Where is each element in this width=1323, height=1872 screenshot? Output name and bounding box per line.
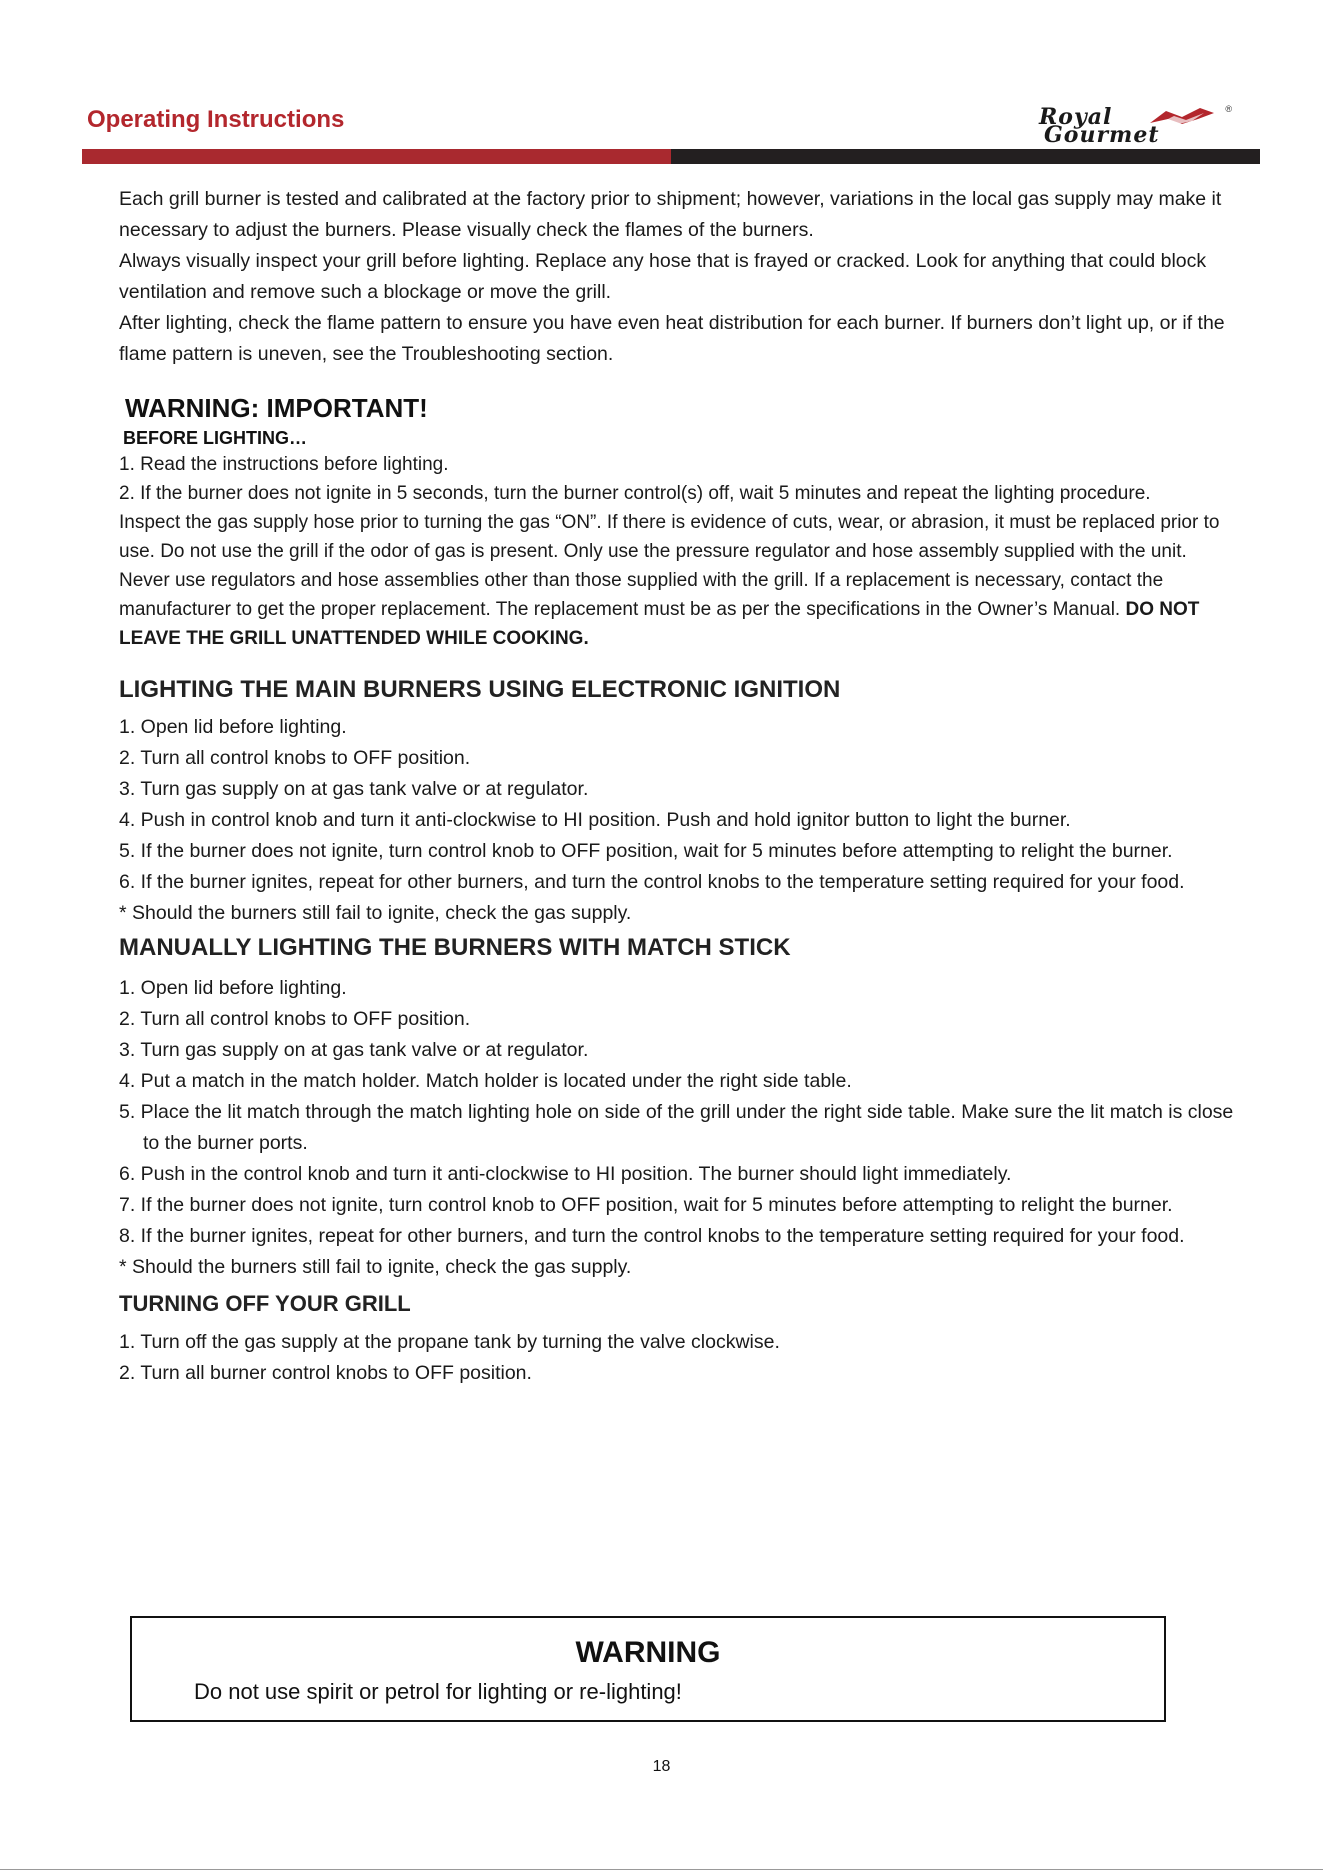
header-rule-red bbox=[82, 149, 671, 164]
warning-box-title: WARNING bbox=[575, 1636, 721, 1669]
page-content bbox=[119, 184, 1239, 1389]
turning-off-section bbox=[119, 1287, 1239, 1389]
regulator-paragraph bbox=[119, 566, 1239, 653]
manual-lighting-note: * Should the burners still fail to ignite, check the gas supply. bbox=[119, 1256, 632, 1278]
list-item: 3. Turn gas supply on at gas tank valve or at regulator. bbox=[119, 1039, 589, 1061]
warning-important-title: WARNING: IMPORTANT! bbox=[125, 393, 428, 423]
list-item: 2. Turn all burner control knobs to OFF position. bbox=[119, 1362, 532, 1384]
manual-lighting-heading: MANUALLY LIGHTING THE BURNERS WITH MATCH STICK bbox=[119, 934, 791, 961]
before-lighting-steps bbox=[119, 450, 1239, 508]
list-item: 2. Turn all control knobs to OFF position. bbox=[119, 747, 471, 769]
header-rule-dark bbox=[671, 149, 1260, 164]
page-bottom-edge bbox=[0, 1869, 1323, 1870]
list-item: 5. Place the lit match through the match lighting hole on side of the grill under the right side table. Make sure the lit match is close to the burner ports. bbox=[119, 1101, 1234, 1154]
list-item: 6. If the burner ignites, repeat for other burners, and turn the control knobs to the temperature setting required for your food. bbox=[119, 871, 1185, 893]
before-lighting-subtitle: BEFORE LIGHTING… bbox=[123, 428, 307, 448]
logo-word-gourmet: Gourmet bbox=[1044, 122, 1160, 148]
list-item: 1. Open lid before lighting. bbox=[119, 977, 347, 999]
intro-paragraph: After lighting, check the flame pattern to ensure you have even heat distribution for each burner. If burners don’t light up, or if the flame pattern is uneven, see the Troubleshooting section. bbox=[119, 312, 1225, 365]
page-number: 18 bbox=[652, 1758, 671, 1775]
list-item: 1. Turn off the gas supply at the propane tank by turning the valve clockwise. bbox=[119, 1331, 780, 1353]
logo-word-royal: Royal bbox=[1039, 104, 1113, 130]
brand-logo bbox=[1036, 104, 1236, 148]
warning-box-text: Do not use spirit or petrol for lighting or re-lighting! bbox=[194, 1679, 682, 1704]
list-item: 8. If the burner ignites, repeat for other burners, and turn the control knobs to the temperature setting required for your food. bbox=[119, 1225, 1185, 1247]
list-item: 5. If the burner does not ignite, turn control knob to OFF position, wait for 5 minutes before attempting to relight the burner. bbox=[119, 840, 1173, 862]
electronic-ignition-heading: LIGHTING THE MAIN BURNERS USING ELECTRONIC IGNITION bbox=[119, 676, 841, 703]
list-item: 2. If the burner does not ignite in 5 seconds, turn the burner control(s) off, wait 5 minutes and repeat the lighting procedure. bbox=[119, 483, 1151, 504]
turning-off-heading: TURNING OFF YOUR GRILL bbox=[119, 1291, 411, 1316]
regulator-text: Never use regulators and hose assemblies other than those supplied with the grill. If a replacement is necessary, contact the manufacturer to get the proper replacement. The replacement must be as per the specifications in the Owner’s Manual. bbox=[119, 570, 1164, 620]
list-item: 3. Turn gas supply on at gas tank valve or at regulator. bbox=[119, 778, 589, 800]
list-item: 4. Put a match in the match holder. Match holder is located under the right side table. bbox=[119, 1070, 852, 1092]
electronic-ignition-steps bbox=[119, 712, 1239, 898]
registered-mark: ® bbox=[1225, 104, 1232, 114]
manual-lighting-steps bbox=[119, 973, 1239, 1252]
hose-inspection-paragraph: Inspect the gas supply hose prior to turning the gas “ON”. If there is evidence of cuts, wear, or abrasion, it must be replaced prior to use. Do not use the grill if the odor of gas is present. Only use the pressure regulator and hose assembly supplied with the unit. bbox=[119, 512, 1220, 562]
list-item: 1. Read the instructions before lighting. bbox=[119, 454, 449, 475]
list-item: 7. If the burner does not ignite, turn control knob to OFF position, wait for 5 minutes before attempting to relight the burner. bbox=[119, 1194, 1173, 1216]
list-item: 4. Push in control knob and turn it anti-clockwise to HI position. Push and hold ignitor button to light the burner. bbox=[119, 809, 1071, 831]
manual-lighting-section bbox=[119, 931, 1239, 1283]
intro-paragraph: Each grill burner is tested and calibrated at the factory prior to shipment; however, variations in the local gas supply may make it necessary to adjust the burners. Please visually check the flames of the burners. bbox=[119, 188, 1222, 241]
logo-flame-icon bbox=[1148, 107, 1218, 125]
list-item: 2. Turn all control knobs to OFF position. bbox=[119, 1008, 471, 1030]
turning-off-steps bbox=[119, 1327, 1239, 1389]
electronic-ignition-note: * Should the burners still fail to ignite, check the gas supply. bbox=[119, 902, 632, 924]
page-title: Operating Instructions bbox=[87, 106, 345, 133]
intro-section bbox=[119, 184, 1239, 370]
intro-paragraph: Always visually inspect your grill before lighting. Replace any hose that is frayed or cracked. Look for anything that could block ventilation and remove such a blockage or move the grill. bbox=[119, 250, 1207, 303]
warning-important-section bbox=[119, 392, 1239, 653]
electronic-ignition-section bbox=[119, 673, 1239, 929]
unattended-warning: DO NOT LEAVE THE GRILL UNATTENDED WHILE COOKING. bbox=[119, 599, 1200, 649]
list-item: 6. Push in the control knob and turn it anti-clockwise to HI position. The burner should light immediately. bbox=[119, 1163, 1012, 1185]
list-item: 1. Open lid before lighting. bbox=[119, 716, 347, 738]
warning-box bbox=[130, 1616, 1166, 1722]
